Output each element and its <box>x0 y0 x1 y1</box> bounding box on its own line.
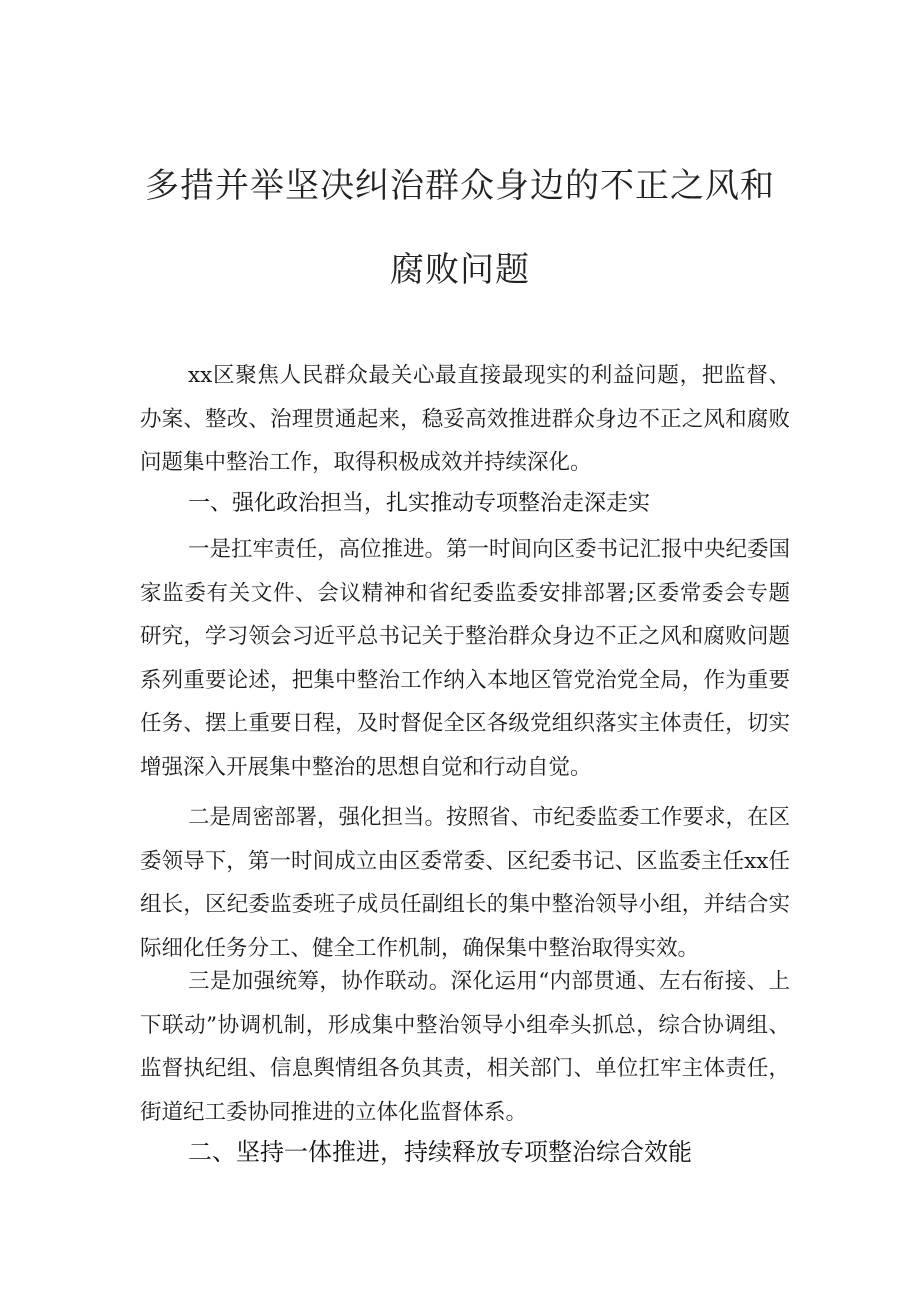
section-1-paragraph-2: 二是周密部署，强化担当。按照省、市纪委监委工作要求，在区委领导下，第一时间成立由区委常委、区纪委书记、区监委主任xx任组长，区纪委监委班子成员任副组长的集中整治领导小组，并结合实际细化任务分工、健全工作机制，确保集中整治取得实效。 <box>140 805 791 961</box>
section-1-paragraph-3: 三是加强统筹，协作联动。深化运用“内部贯通、左右衔接、上下联动”协调机制，形成集中整治领导小组牵头抓总，综合协调组、监督执纪组、信息舆情组各负其责，相关部门、单位扛牢主体责任，街道纪工委协同推进的立体化监督体系。 <box>140 969 790 1125</box>
section-2-heading: 二、坚持一体推进，持续释放专项整治综合效能 <box>188 1138 692 1166</box>
section-1-heading: 一、强化政治担当，扎实推动专项整治走深走实 <box>188 491 651 516</box>
section-1-paragraph-1: 一是扛牢责任，高位推进。第一时间向区委书记汇报中央纪委国家监委有关文件、会议精神和省纪委监委安排部署;区委常委会专题研究，学习领会习近平总书记关于整治群众身边不正之风和腐败问题系列重要论述，把集中整治工作纳入本地区管党治党全局，作为重要任务、摆上重要日程，及时督促全区各级党组织落实主体责任，切实增强深入开展集中整治的思想自觉和行动自觉。 <box>140 537 791 780</box>
intro-paragraph: xx区聚焦人民群众最关心最直接最现实的利益问题，把监督、办案、整改、治理贯通起来，稳妥高效推进群众身边不正之风和腐败问题集中整治工作，取得积极成效并持续深化。 <box>140 363 790 475</box>
document-title-line-1: 多措并举坚决纠治群众身边的不正之风和 <box>145 166 775 206</box>
document-title-line-2: 腐败问题 <box>390 250 530 290</box>
